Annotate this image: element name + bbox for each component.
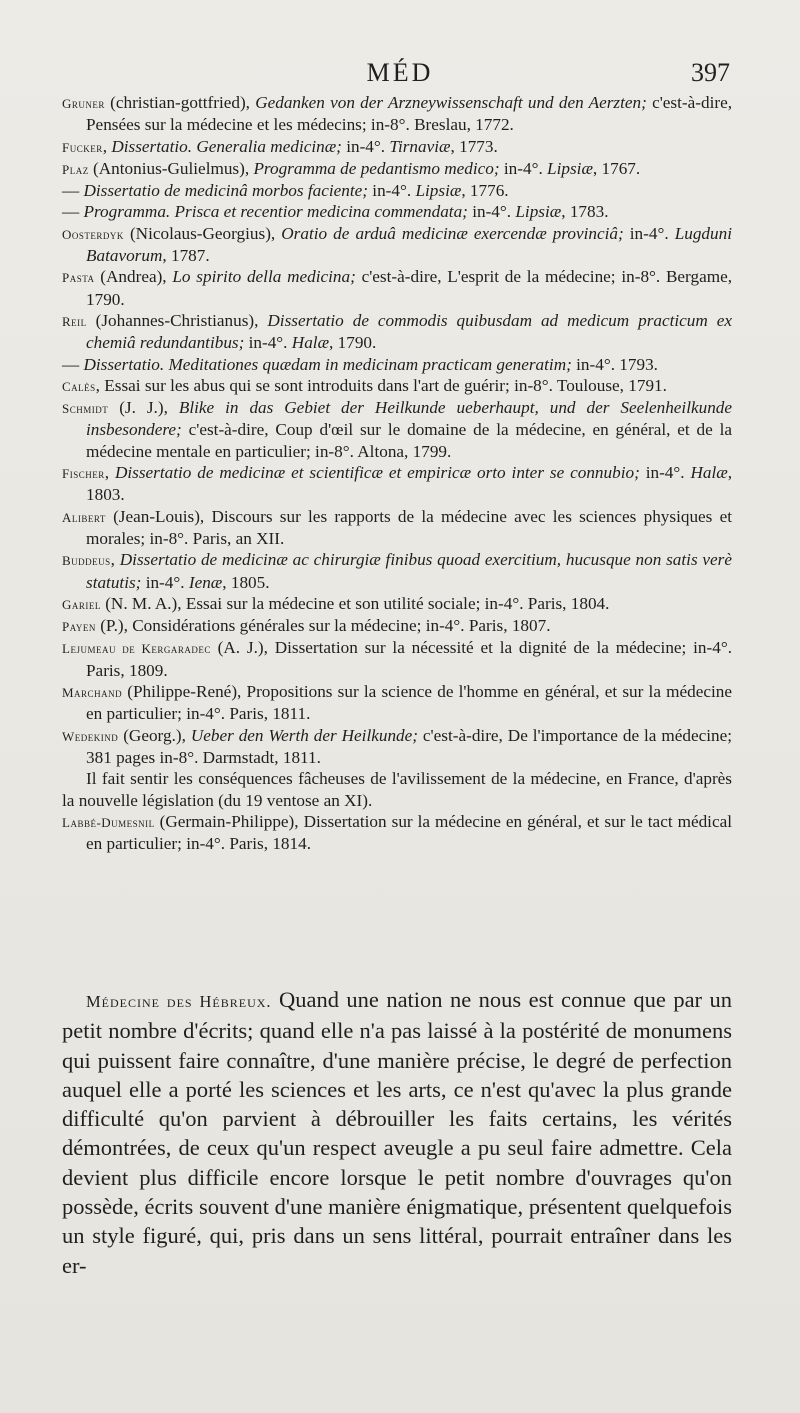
bibliography-list (62, 92, 732, 854)
author-name: Lejumeau de Kergaradec (62, 641, 211, 657)
entry-text: c'est-à-dire, L'esprit de la médecine; in-8°. Bergame, 1790. (86, 267, 732, 309)
author-name: Plaz (62, 161, 89, 177)
bib-entry-pasta (62, 266, 732, 310)
author-name: Schmidt (62, 401, 109, 417)
work-title: Gedanken von der Arzneywissenschaft und den Aerzten; (255, 93, 647, 112)
work-title: Oratio de arduâ medicinæ exercendæ provinciâ; (281, 223, 624, 243)
section-medecine-des-hebreux (62, 985, 732, 1280)
bib-entry-cales (62, 375, 732, 397)
work-title: Halæ (291, 333, 330, 353)
work-title: Ueber den Werth der Heilkunde; (190, 725, 418, 745)
entry-text: (Andrea), (94, 267, 173, 287)
bib-entry-schmidt (62, 397, 732, 462)
work-title: Dissertatio de commodis quibusdam ad medicum practicum ex chemiâ redundantibus; (86, 310, 733, 353)
entry-text: , 1776. (461, 181, 509, 201)
bib-entry-gariel (62, 593, 732, 615)
bib-entry-reil-2 (62, 354, 732, 375)
author-name: Fischer (62, 466, 105, 482)
entry-text: c'est-à-dire, Coup d'œil sur le domaine de la médecine, en général, et de la médecine mentale en particulier; in-8°. Altona, 1799. (86, 420, 732, 461)
entry-text: (Johannes-Christianus), (86, 310, 268, 330)
entry-text: (Germain-Philippe), Dissertation sur la médecine en général, et sur le tact médical en particulier; in-4°. Paris, 1814. (86, 811, 732, 854)
bib-entry-plaz-2 (62, 180, 732, 201)
entry-text: , (102, 136, 112, 156)
entry-text: — (62, 181, 84, 201)
entry-text: in-4°. 1793. (571, 354, 658, 374)
entry-text: (A. J.), Dissertation sur la nécessité et la dignité de la médecine; in-4°. Paris, 1809. (86, 638, 732, 680)
entry-text: , 1790. (329, 333, 377, 353)
work-title: Halæ (690, 463, 728, 483)
author-name: Marchand (62, 685, 123, 701)
bib-entry-fucker (62, 136, 732, 158)
entry-text: (christian-gottfried), (104, 93, 256, 112)
entry-text: c'est-à-dire, De l'importance de la médecine; 381 pages in-8°. Darmstadt, 1811. (86, 725, 732, 767)
entry-text: in-4°. (467, 202, 516, 222)
entry-text: (N. M. A.), Essai sur la médecine et son utilité sociale; in-4°. Paris, 1804. (100, 593, 610, 613)
work-title: Dissertatio de medicinâ morbos faciente; (83, 181, 368, 201)
entry-text: Il fait sentir les conséquences fâcheuses de l'avilissement de la médecine, en France, d'après la nouvelle législation (du 19 ventose an XI). (62, 769, 732, 810)
entry-text: in-4°. (639, 463, 691, 483)
entry-text: (Nicolaus-Georgius), (123, 223, 282, 243)
entry-text: (Georg.), (118, 725, 191, 745)
entry-text: , Essai sur les abus qui se sont introduits dans l'art de guérir; in-8°. Toulouse, 1791. (95, 375, 667, 395)
bib-entry-plaz (62, 158, 732, 180)
bib-entry-plaz-3 (62, 201, 732, 222)
bib-entry-wedekind-note (62, 768, 732, 811)
author-name: Payen (62, 619, 96, 635)
author-name: Reil (62, 313, 87, 329)
entry-text: , 1783. (561, 202, 609, 222)
work-title: Lugduni Batavorum (86, 223, 732, 266)
author-name: Pasta (62, 270, 95, 286)
entry-text: , (110, 550, 120, 570)
bib-entry-wedekind (62, 725, 732, 769)
bib-entry-marchand (62, 681, 732, 725)
entry-text: , 1773. (450, 136, 498, 156)
author-name: Oosterdyk (62, 226, 124, 242)
entry-text: , 1767. (592, 158, 641, 178)
author-name: Gariel (62, 596, 101, 612)
work-title: Programma. Prisca et recentior medicina commendata; (83, 202, 468, 222)
entry-text: c'est-à-dire, Pensées sur la médecine et les médecins; in-8°. Breslau, 1772. (86, 93, 732, 135)
entry-text: (Jean-Louis), Discours sur les rapports de la médecine avec les sciences physiques et morales; in-8°. Paris, an XII. (86, 506, 732, 548)
work-title: Dissertatio de medicinæ et scientificæ et empiricæ orto inter se connubio; (114, 463, 640, 483)
work-title: Dissertatio. Meditationes quædam in medicinam practicam generatim; (83, 354, 572, 374)
entry-text: (P.), Considérations générales sur la médecine; in-4°. Paris, 1807. (95, 616, 551, 636)
entry-text: (Philippe-René), Propositions sur la science de l'homme en général, et sur la médecine en particulier; in-4°. Paris, 1811. (86, 682, 732, 724)
running-head: MÉD (366, 58, 434, 87)
work-title: Dissertatio. Generalia medicinæ; (111, 136, 342, 156)
work-title: Dissertatio de medicinæ ac chirurgiæ finibus quoad exercitium, hucusque non satis verè statutis; (86, 550, 732, 592)
entry-text: in-4°. (368, 181, 416, 201)
bib-entry-oosterdyk (62, 223, 732, 267)
bib-entry-alibert (62, 506, 732, 550)
work-title: Ienæ (188, 572, 223, 592)
work-title: Lipsiæ (515, 202, 562, 222)
entry-text: , (104, 463, 115, 483)
page-number: 397 (691, 58, 730, 87)
section-paragraph (62, 985, 732, 1280)
entry-text: in-4°. (499, 158, 548, 178)
work-title: Programma de pedantismo medico; (253, 158, 500, 178)
bib-entry-gruner (62, 92, 732, 136)
bib-entry-payen (62, 615, 732, 637)
bib-entry-reil (62, 310, 732, 354)
author-name: Alibert (62, 509, 106, 525)
bib-entry-lejumeau (62, 637, 732, 681)
author-name: Fucker (62, 139, 103, 155)
author-name: Calès (62, 378, 96, 394)
work-title: Blike in das Gebiet der Heilkunde ueberhaupt, und der Seelenheilkunde insbesondere; (86, 398, 733, 440)
entry-text: , 1803. (86, 463, 733, 505)
bib-entry-labbe-dumesnil (62, 811, 732, 855)
author-name: Buddeus (62, 553, 111, 569)
entry-text: , 1787. (162, 246, 210, 266)
entry-text: in-4°. (623, 223, 675, 243)
work-title: Lo spirito della medicina; (172, 267, 356, 287)
entry-text: (Antonius-Gulielmus), (88, 158, 254, 178)
entry-text: — (62, 202, 84, 222)
work-title: Lipsiæ (415, 181, 462, 201)
bib-entry-buddeus (62, 549, 732, 593)
section-text: Quand une nation ne nous est connue que par un petit nombre d'écrits; quand elle n'a pas laissé à la postérité de monumens qui puissent faire connaître, d'une manière précise, le degré de perfection auquel elle a porté les sciences et les arts, ce n'est qu'avec la plus grande difficulté qu'on parvient à débrouiller les faits certains, les vérités démontrées, de ceux qu'un respect aveugle a pu seul faire admettre. Cela devient plus difficile encore lorsque le petit nombre d'ouvrages qu'on possède, écrits souvent d'une manière énigmatique, présentent quelquefois un style figuré, qui, pris dans un sens littéral, pourrait entraîner dans les er- (62, 987, 732, 1278)
entry-text: — (62, 354, 84, 374)
bib-entry-fischer (62, 462, 732, 506)
entry-text: in-4°. (244, 333, 292, 353)
entry-text: , 1805. (222, 572, 270, 592)
entry-text: in-4°. (141, 572, 189, 592)
entry-text: (J. J.), (108, 398, 179, 418)
work-title: Lipsiæ (547, 158, 593, 178)
section-heading: Médecine des Hébreux. (86, 992, 272, 1011)
entry-text: in-4°. (341, 136, 390, 156)
work-title: Tirnaviæ (389, 136, 451, 156)
author-name: Gruner (62, 96, 105, 111)
author-name: Labbé-Dumesnil (62, 814, 155, 830)
author-name: Wedekind (62, 728, 119, 744)
